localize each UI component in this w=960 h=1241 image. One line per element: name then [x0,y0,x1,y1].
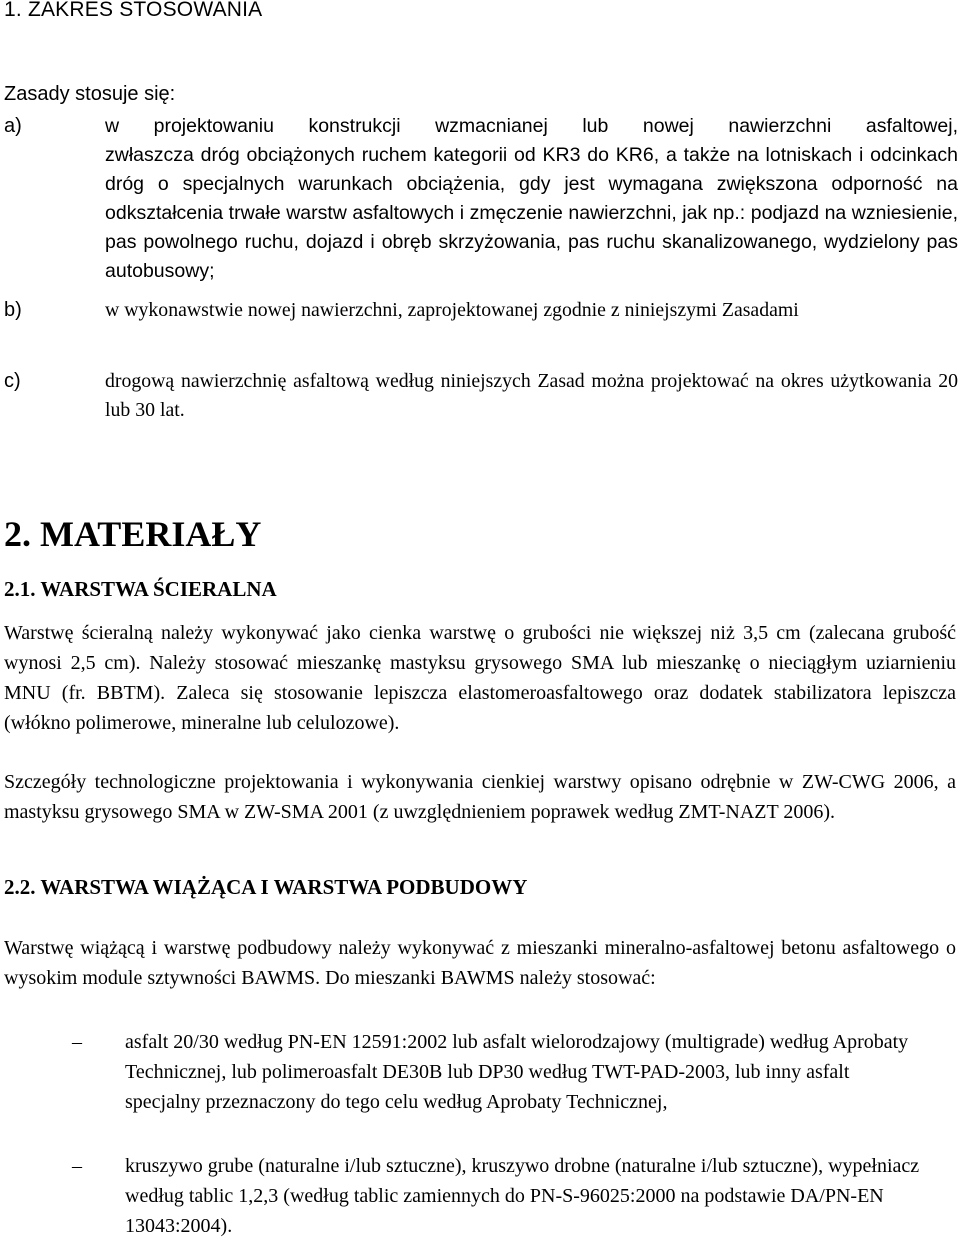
list-item-b [4,296,958,356]
dash-list-item-text: kruszywo grube (naturalne i/lub sztuczne), kruszywo drobne (naturalne i/lub sztuczne), wypełniacz według tablic 1,2,3 (według tablic zamiennych do PN-S-96025:2000 na podstawie DA/PN-EN 13043:2004). [125,1155,920,1237]
subsection-2-1-paragraph-2: Szczegóły technologiczne projektowania i wykonywania cienkiej warstwy opisano odrębnie w ZW-CWG 2006, a mastyksu grysowego SMA w ZW-SMA 2001 (z uwzględnieniem poprawek według ZMT-NAZT 2006). [4,771,956,823]
list-marker-b: b) [4,299,22,321]
list-item-a [4,112,958,284]
dash-list-item [4,1027,956,1147]
list-item-c-text: drogową nawierzchnię asfaltową według niniejszych Zasad można projektować na okres użytkowania 20 lub 30 lat. [105,370,958,421]
dash-list-item-text: asfalt 20/30 według PN-EN 12591:2002 lub asfalt wielorodzajowy (multigrade) według Aprobaty Technicznej, lub polimeroasfalt DE30B lub DP30 według TWT-PAD-2003, lub inny asfalt specjalny przeznaczony do tego celu według Aprobaty Technicznej, [125,1031,909,1113]
section-2-title: 2. MATERIAŁY [4,514,262,554]
list-marker-a: a) [4,115,22,137]
section-1-title: 1. ZAKRES STOSOWANIA [4,0,263,21]
dash-marker: – [72,1155,82,1177]
section-1-intro: Zasady stosuje się: [4,83,176,105]
list-marker-c: c) [4,370,21,392]
subsection-2-2-paragraph: Warstwę wiążącą i warstwę podbudowy należy wykonywać z mieszanki mineralno-asfaltowej betonu asfaltowego o wysokim module sztywności BAWMS. Do mieszanki BAWMS należy stosować: [4,937,956,989]
list-item-c [4,367,958,427]
subsection-2-1-title: 2.1. WARSTWA ŚCIERALNA [4,577,277,601]
subsection-2-2-title: 2.2. WARSTWA WIĄŻĄCA I WARSTWA PODBUDOWY [4,875,528,899]
list-item-b-text: w wykonawstwie nowej nawierzchni, zaprojektowanej zgodnie z niniejszymi Zasadami [105,299,799,321]
list-item-a-text: zwłaszcza dróg obciążonych ruchem kategorii od KR3 do KR6, a także na lotniskach i odcinkach dróg o specjalnych warunkach obciążenia, gdy jest wymagana zwiększona odporność na odkształcenia trwałe warstw asfaltowych i zmęczenie nawierzchni, jak np.: podjazd na wzniesienie, pas powolnego ruchu, dojazd i obręb skrzyżowania, pas ruchu skanalizowanego, wydzielony pas autobusowy; [105,144,958,282]
dash-list-item [4,1151,956,1241]
list-item-a-first-line: w projektowaniu konstrukcji wzmacnianej lub nowej nawierzchni asfaltowej, [105,115,958,137]
dash-marker: – [72,1031,82,1053]
subsection-2-1-paragraph-1: Warstwę ścieralną należy wykonywać jako cienka warstwę o grubości nie większej niż 3,5 cm (zalecana grubość wynosi 2,5 cm). Należy stosować mieszankę mastyksu grysowego SMA lub mieszankę o nieciągłym uziarnieniu MNU (fr. BBTM). Zaleca się stosowanie lepiszcza elastomeroasfaltowego oraz dodatek stabilizatora lepiszcza (włókno polimerowe, mineralne lub celulozowe). [4,622,956,734]
